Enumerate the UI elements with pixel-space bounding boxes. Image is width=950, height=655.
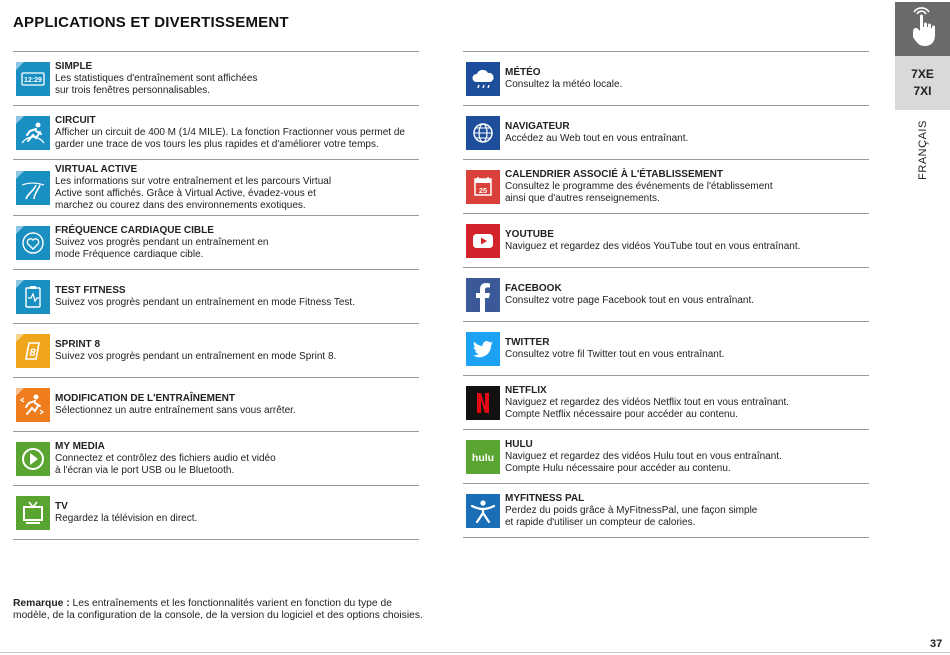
app-name: TEST FITNESS	[55, 284, 126, 296]
app-description: Naviguez et regardez des vidéos Netflix tout en vous entraînant. Compte Netflix nécessaire pour accéder au contenu.	[505, 396, 790, 420]
left-app-list	[13, 51, 419, 540]
change-workout-icon	[16, 388, 50, 422]
runner-circuit-icon	[16, 116, 50, 150]
calendar-icon	[466, 170, 500, 204]
right-app-list	[463, 51, 869, 538]
list-item	[13, 378, 419, 432]
list-item	[463, 268, 869, 322]
play-icon	[16, 442, 50, 476]
app-name: MY MEDIA	[55, 440, 105, 452]
app-description: Connectez et contrôlez des fichiers audio et vidéo à l'écran via le port USB ou le Bluetooth.	[55, 452, 276, 476]
app-name: TV	[55, 500, 68, 512]
app-name: FRÉQUENCE CARDIAQUE CIBLE	[55, 224, 214, 236]
app-name: CIRCUIT	[55, 114, 96, 126]
twitter-icon	[466, 332, 500, 366]
heart-target-icon	[16, 226, 50, 260]
note-text: Les entraînements et les fonctionnalités varient en fonction du type de modèle, de la configuration de la console, de la version du logiciel et des options choisies.	[13, 598, 423, 621]
app-description: Sélectionnez un autre entraînement sans vous arrêter.	[55, 404, 296, 416]
side-tab	[895, 0, 950, 655]
globe-icon	[466, 116, 500, 150]
list-item	[463, 376, 869, 430]
facebook-icon	[466, 278, 500, 312]
app-name: HULU	[505, 438, 533, 450]
language-label: FRANÇAIS	[917, 120, 929, 180]
list-item	[463, 430, 869, 484]
youtube-icon	[466, 224, 500, 258]
list-item	[463, 106, 869, 160]
clock-icon	[16, 62, 50, 96]
weather-icon	[466, 62, 500, 96]
list-item	[463, 52, 869, 106]
list-item	[13, 216, 419, 270]
list-item	[463, 214, 869, 268]
app-name: VIRTUAL ACTIVE	[55, 163, 138, 175]
svg-text:12:29: 12:29	[24, 76, 42, 84]
bottom-divider	[0, 652, 950, 653]
app-name: MÉTÉO	[505, 66, 541, 78]
app-description: Consultez le programme des événements de l'établissement ainsi que d'autres renseignements.	[505, 180, 773, 204]
tv-icon	[16, 496, 50, 530]
app-description: Les informations sur votre entraînement et les parcours Virtual Active sont affichés. Grâce à Virtual Active, évadez-vous et marchez ou courez dans des environnements exotiques.	[55, 175, 332, 211]
app-name: SPRINT 8	[55, 338, 101, 350]
app-name: MODIFICATION DE L'ENTRAÎNEMENT	[55, 392, 235, 404]
app-description: Naviguez et regardez des vidéos YouTube tout en vous entraînant.	[505, 240, 801, 252]
sprint8-icon	[16, 334, 50, 368]
fitness-test-icon	[16, 280, 50, 314]
app-name: MYFITNESS PAL	[505, 492, 585, 504]
list-item	[13, 432, 419, 486]
calendar-day: 25	[478, 185, 488, 195]
app-name: FACEBOOK	[505, 282, 562, 294]
netflix-icon	[466, 386, 500, 420]
page-title: APPLICATIONS ET DIVERTISSEMENT	[13, 14, 289, 31]
list-item	[463, 484, 869, 538]
touch-hand-icon	[895, 2, 950, 56]
app-description: Suivez vos progrès pendant un entraînement en mode Fitness Test.	[55, 296, 355, 308]
app-name: NAVIGATEUR	[505, 120, 570, 132]
hulu-icon	[466, 440, 500, 474]
app-description: Consultez la météo locale.	[505, 78, 623, 90]
list-item	[13, 106, 419, 160]
myfitnesspal-icon	[466, 494, 500, 528]
app-description: Regardez la télévision en direct.	[55, 512, 198, 524]
app-description: Les statistiques d'entraînement sont affichées sur trois fenêtres personnalisables.	[55, 72, 258, 96]
app-description: Suivez vos progrès pendant un entraînement en mode Fréquence cardiaque cible.	[55, 236, 269, 260]
model-labels	[895, 56, 950, 110]
remark-note	[13, 598, 423, 622]
app-name: CALENDRIER ASSOCIÉ À L'ÉTABLISSEMENT	[505, 168, 723, 180]
app-description: Suivez vos progrès pendant un entraînement en mode Sprint 8.	[55, 350, 337, 362]
app-name: SIMPLE	[55, 60, 93, 72]
list-item	[13, 486, 419, 540]
app-description: Consultez votre page Facebook tout en vous entraînant.	[505, 294, 755, 306]
list-item	[13, 270, 419, 324]
app-name: YOUTUBE	[505, 228, 554, 240]
app-name: NETFLIX	[505, 384, 547, 396]
list-item	[463, 160, 869, 214]
note-label: Remarque :	[13, 598, 70, 609]
list-item	[13, 324, 419, 378]
app-name: TWITTER	[505, 336, 550, 348]
app-description: Naviguez et regardez des vidéos Hulu tout en vous entraînant. Compte Hulu nécessaire pour accéder au contenu.	[505, 450, 782, 474]
page-number: 37	[930, 638, 943, 650]
app-description: Accédez au Web tout en vous entraînant.	[505, 132, 689, 144]
svg-text:8: 8	[29, 346, 36, 359]
svg-text:hulu: hulu	[471, 451, 495, 464]
model-7xi: 7XI	[913, 84, 932, 98]
list-item	[463, 322, 869, 376]
app-description: Consultez votre fil Twitter tout en vous entraînant.	[505, 348, 725, 360]
app-description: Perdez du poids grâce à MyFitnessPal, une façon simple et rapide d'utiliser un compteur de calories.	[505, 504, 758, 528]
list-item	[13, 160, 419, 216]
road-icon	[16, 171, 50, 205]
model-7xe: 7XE	[911, 67, 934, 81]
list-item	[13, 52, 419, 106]
app-description: Afficher un circuit de 400 M (1/4 MILE). La fonction Fractionner vous permet de garder une trace de vos tours les plus rapides et d'améliorer votre temps.	[55, 126, 405, 150]
